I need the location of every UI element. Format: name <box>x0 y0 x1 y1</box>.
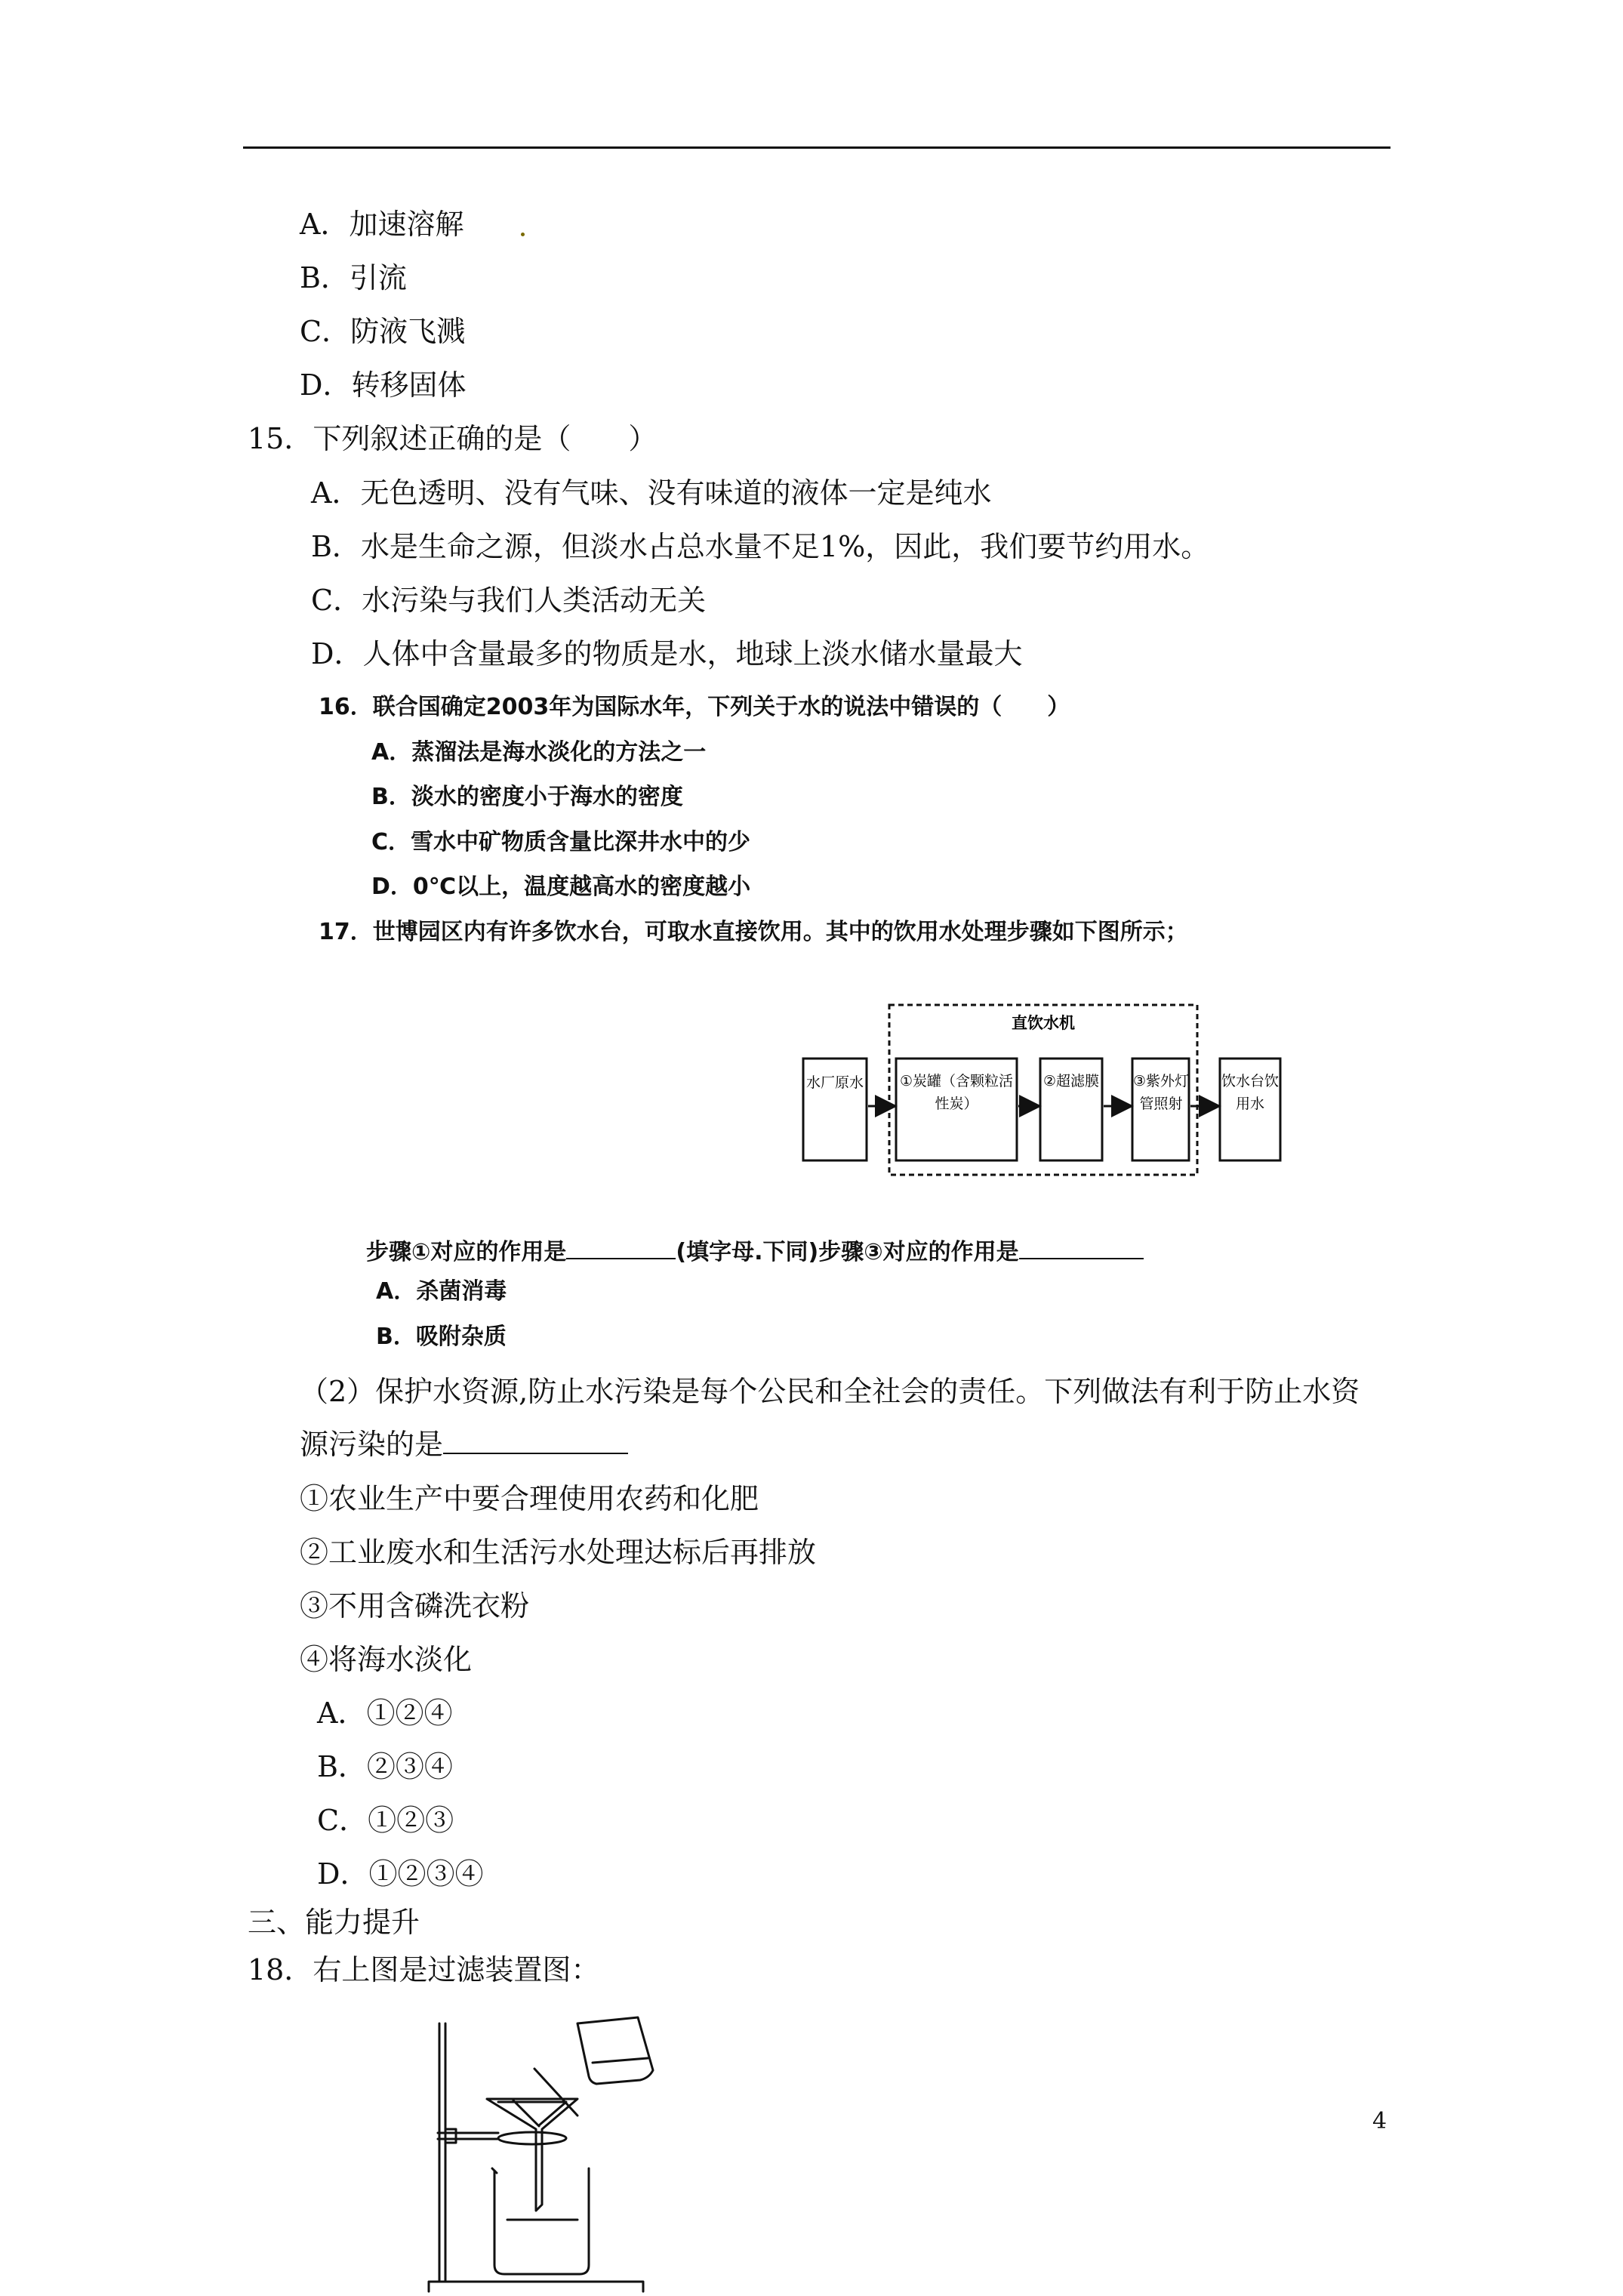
glass-rod <box>534 2069 577 2116</box>
q17-option-b: B．吸附杂质 <box>376 1324 507 1350</box>
q15-option-c: C．水污染与我们人类活动无关 <box>311 584 707 617</box>
box-source-label: 水厂原水 <box>805 1074 864 1091</box>
funnel <box>487 2099 577 2211</box>
section-heading: 三、能力提升 <box>248 1906 420 1939</box>
box-step1-line2: 性炭） <box>935 1096 978 1112</box>
q17-item-4: ④将海水淡化 <box>300 1643 473 1676</box>
clamp <box>445 2129 456 2143</box>
stray-mark <box>521 233 525 236</box>
box-step3-line2: 管照射 <box>1139 1096 1183 1112</box>
filtration-apparatus <box>423 2001 664 2296</box>
q14-option-a: A．加速溶解 <box>300 208 464 241</box>
q17-stem: 17．世博园区内有许多饮水台，可取水直接饮用。其中的饮用水处理步骤如下图所示； <box>319 919 1188 945</box>
q17-part2-line2 <box>300 1430 628 1459</box>
q16-stem: 16．联合国确定2003年为国际水年，下列关于水的说法中错误的（ ） <box>319 694 1070 720</box>
q17-fill-line <box>366 1235 1144 1264</box>
q17-item-1: ①农业生产中要合理使用农药和化肥 <box>300 1482 759 1515</box>
answer-blank-3[interactable] <box>443 1430 628 1454</box>
box-output-line2: 用水 <box>1235 1096 1265 1112</box>
q16-option-b: B．淡水的密度小于海水的密度 <box>371 784 683 810</box>
q15-stem: 15．下列叙述正确的是（ ） <box>248 422 658 455</box>
q14-option-c: C．防液飞溅 <box>300 315 466 348</box>
q16-option-c: C．雪水中矿物质含量比深井水中的少 <box>371 829 751 855</box>
ring-support <box>498 2132 566 2144</box>
q17-choice-c: C．①②③ <box>317 1804 454 1837</box>
q17-choice-a: A．①②④ <box>317 1697 453 1730</box>
box-step3-line1: ③紫外灯 <box>1132 1073 1190 1089</box>
q14-option-b: B．引流 <box>300 261 407 294</box>
q18-stem: 18．右上图是过滤装置图： <box>248 1953 600 1986</box>
q16-option-d: D．0℃以上，温度越高水的密度越小 <box>371 874 751 900</box>
box-step1-line1: ①炭罐（含颗粒活 <box>899 1073 1014 1089</box>
q17-choice-b: B．②③④ <box>317 1750 453 1783</box>
q14-option-d: D．转移固体 <box>300 368 467 402</box>
q17-part2-line1: （2）保护水资源,防止水污染是每个公民和全社会的责任。下列做法有利于防止水资 <box>300 1375 1360 1408</box>
q17-part2-line2-text: 源污染的是 <box>300 1428 444 1461</box>
answer-blank-2[interactable] <box>1019 1235 1144 1259</box>
q17-fill-part1: 步骤①对应的作用是 <box>366 1239 567 1265</box>
answer-blank-1[interactable] <box>566 1235 676 1259</box>
pouring-beaker <box>577 2017 653 2084</box>
q16-option-a: A．蒸溜法是海水淡化的方法之一 <box>371 739 707 766</box>
q15-option-a: A．无色透明、没有气味、没有味道的液体一定是纯水 <box>311 476 992 510</box>
q17-choice-d: D．①②③④ <box>317 1857 484 1891</box>
q15-option-b: B．水是生命之源，但淡水占总水量不足1%，因此，我们要节约用水。 <box>311 530 1210 563</box>
machine-label: 直饮水机 <box>1012 1014 1075 1032</box>
q17-fill-part2: (填字母.下同)步骤③对应的作用是 <box>676 1239 1019 1265</box>
box-output-line1: 饮水台饮 <box>1221 1073 1280 1089</box>
q17-item-3: ③不用含磷洗衣粉 <box>300 1589 530 1623</box>
water-treatment-diagram <box>793 997 1291 1185</box>
header-rule <box>243 146 1390 149</box>
box-step2-label: ②超滤膜 <box>1042 1073 1100 1089</box>
page-number: 4 <box>1372 2108 1387 2134</box>
q17-item-2: ②工业废水和生活污水处理达标后再排放 <box>300 1536 817 1569</box>
stand-base <box>429 2282 643 2291</box>
q17-option-a: A．杀菌消毒 <box>376 1278 507 1305</box>
q15-option-d: D．人体中含量最多的物质是水，地球上淡水储水量最大 <box>311 637 1023 670</box>
